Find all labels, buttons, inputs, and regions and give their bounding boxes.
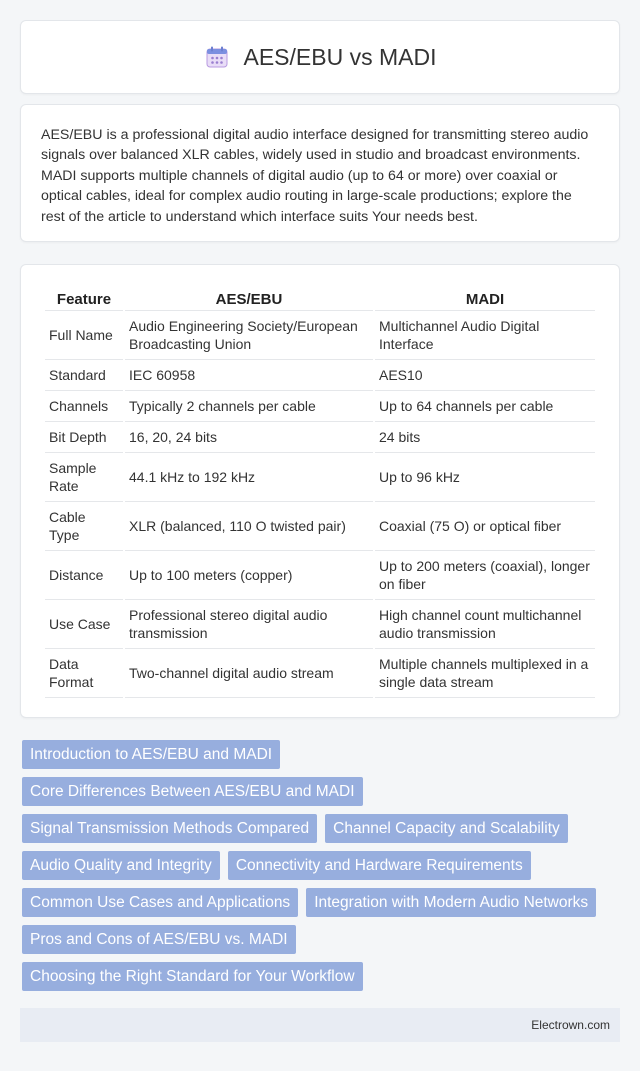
header-aes-ebu: AES/EBU	[125, 281, 373, 311]
row-aes-ebu: Typically 2 channels per cable	[125, 391, 373, 422]
row-aes-ebu: XLR (balanced, 110 O twisted pair)	[125, 502, 373, 551]
row-madi: 24 bits	[375, 422, 595, 453]
row-madi: Multichannel Audio Digital Interface	[375, 311, 595, 360]
table-row	[45, 422, 595, 453]
table-row	[45, 453, 595, 502]
row-feature: Use Case	[45, 600, 123, 649]
header-card	[20, 20, 620, 94]
topic-link-core-differences[interactable]: Core Differences Between AES/EBU and MADI	[22, 777, 363, 806]
header-madi: MADI	[375, 281, 595, 311]
row-aes-ebu: IEC 60958	[125, 360, 373, 391]
topic-link-integration[interactable]: Integration with Modern Audio Networks	[306, 888, 596, 917]
calendar-icon	[204, 44, 230, 70]
header-feature: Feature	[45, 281, 123, 311]
table-row	[45, 391, 595, 422]
row-madi: Up to 64 channels per cable	[375, 391, 595, 422]
row-feature: Cable Type	[45, 502, 123, 551]
row-feature: Bit Depth	[45, 422, 123, 453]
table-row	[45, 600, 595, 649]
topic-link-audio-quality[interactable]: Audio Quality and Integrity	[22, 851, 220, 880]
footer-brand[interactable]: Electrown.com	[531, 1018, 610, 1032]
row-feature: Sample Rate	[45, 453, 123, 502]
topic-link-introduction[interactable]: Introduction to AES/EBU and MADI	[22, 740, 280, 769]
row-madi: Multiple channels multiplexed in a single data stream	[375, 649, 595, 698]
table-row	[45, 502, 595, 551]
topic-link-connectivity[interactable]: Connectivity and Hardware Requirements	[228, 851, 531, 880]
topic-link-use-cases[interactable]: Common Use Cases and Applications	[22, 888, 298, 917]
row-aes-ebu: Audio Engineering Society/European Broadcasting Union	[125, 311, 373, 360]
table-header-row	[45, 281, 595, 311]
row-madi: Up to 96 kHz	[375, 453, 595, 502]
table-row	[45, 551, 595, 600]
title-wrap	[204, 44, 437, 71]
row-aes-ebu: 44.1 kHz to 192 kHz	[125, 453, 373, 502]
row-feature: Channels	[45, 391, 123, 422]
table-row	[45, 311, 595, 360]
footer	[20, 1008, 620, 1042]
row-feature: Full Name	[45, 311, 123, 360]
comparison-table-card	[20, 264, 620, 718]
row-aes-ebu: Professional stereo digital audio transmission	[125, 600, 373, 649]
row-madi: Up to 200 meters (coaxial), longer on fiber	[375, 551, 595, 600]
row-madi: Coaxial (75 O) or optical fiber	[375, 502, 595, 551]
row-madi: AES10	[375, 360, 595, 391]
table-row	[45, 649, 595, 698]
comparison-table	[43, 281, 597, 698]
topic-link-signal-transmission[interactable]: Signal Transmission Methods Compared	[22, 814, 317, 843]
row-feature: Distance	[45, 551, 123, 600]
row-madi: High channel count multichannel audio transmission	[375, 600, 595, 649]
row-aes-ebu: Two-channel digital audio stream	[125, 649, 373, 698]
intro-paragraph: AES/EBU is a professional digital audio interface designed for transmitting stereo audio signals over balanced XLR cables, widely used in studio and broadcast environments. MADI supports multiple channels of digital audio (up to 64 or more) over coaxial or optical cables, ideal for complex audio routing in large-scale productions; explore the rest of the article to understand which interface suits Your needs best.	[41, 127, 589, 225]
topic-link-choosing-standard[interactable]: Choosing the Right Standard for Your Workflow	[22, 962, 363, 991]
row-feature: Data Format	[45, 649, 123, 698]
intro-card	[20, 104, 620, 242]
row-feature: Standard	[45, 360, 123, 391]
row-aes-ebu: 16, 20, 24 bits	[125, 422, 373, 453]
topic-link-channel-capacity[interactable]: Channel Capacity and Scalability	[325, 814, 568, 843]
topic-link-pros-cons[interactable]: Pros and Cons of AES/EBU vs. MADI	[22, 925, 296, 954]
table-row	[45, 360, 595, 391]
row-aes-ebu: Up to 100 meters (copper)	[125, 551, 373, 600]
page-title: AES/EBU vs MADI	[243, 43, 437, 70]
topic-links	[22, 740, 622, 991]
